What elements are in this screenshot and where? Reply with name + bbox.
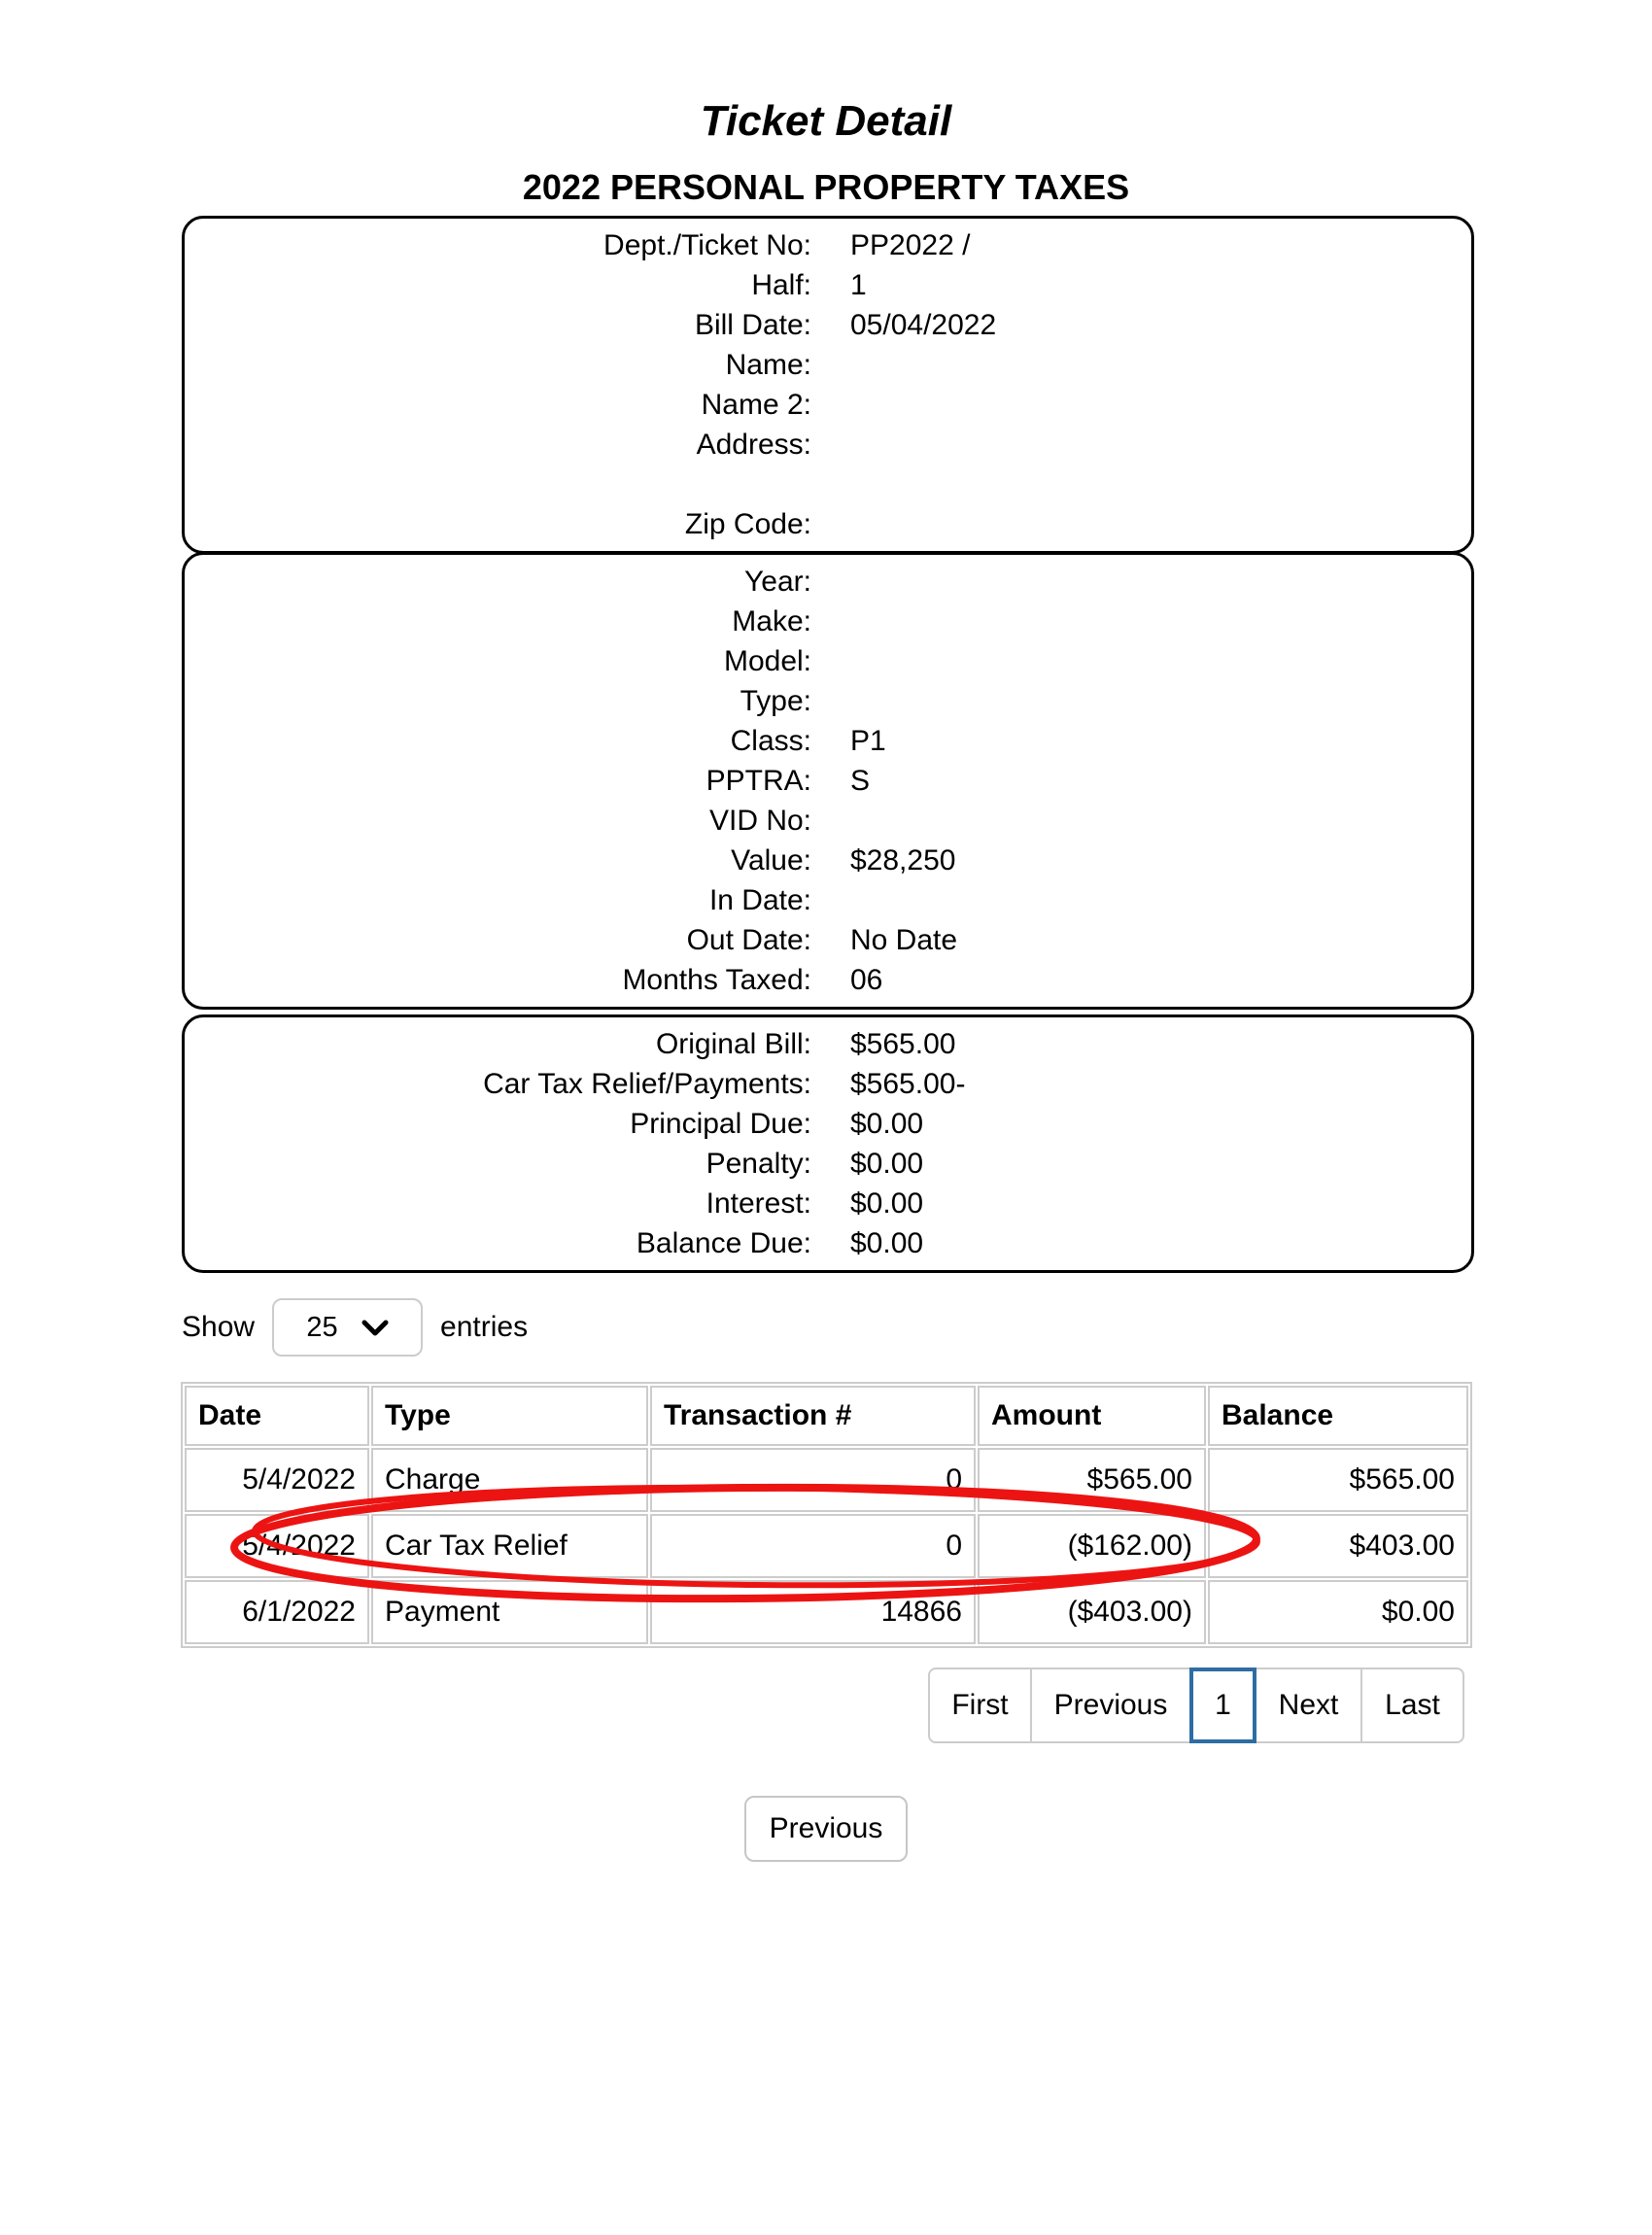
field-label: Name:	[725, 349, 811, 381]
field-row-name2	[185, 385, 1471, 425]
field-label: Original Bill:	[655, 1028, 811, 1060]
entries-select[interactable]	[272, 1298, 423, 1357]
field-value: P1	[850, 725, 886, 757]
pagination	[928, 1668, 1472, 1743]
cell-date: 6/1/2022	[185, 1580, 369, 1644]
cell-amount: $565.00	[978, 1448, 1206, 1512]
field-label: Year:	[744, 566, 811, 598]
page-subtitle: 2022 PERSONAL PROPERTY TAXES	[522, 167, 1130, 207]
field-label: VID No:	[708, 805, 811, 837]
field-label: Value:	[731, 844, 811, 877]
field-label: In Date:	[708, 884, 811, 916]
field-row-make	[185, 602, 1471, 641]
field-value: $28,250	[850, 844, 956, 877]
field-label	[185, 464, 811, 504]
cell-date: 5/4/2022	[185, 1514, 369, 1578]
field-value: $565.00	[850, 1028, 956, 1060]
field-row-in-date	[185, 880, 1471, 920]
field-label: Balance Due:	[636, 1227, 811, 1259]
column-header-date: Date	[185, 1386, 369, 1446]
field-label: Address:	[696, 429, 811, 461]
field-row-name	[185, 345, 1471, 385]
field-row-vid-no	[185, 801, 1471, 841]
field-row-interest	[185, 1184, 1471, 1223]
column-header-transaction: Transaction #	[650, 1386, 976, 1446]
field-row-bill-date	[185, 305, 1471, 345]
field-value: $565.00-	[850, 1068, 966, 1100]
vehicle-info-box	[182, 552, 1474, 1010]
field-value: PP2022 /	[850, 229, 971, 261]
table-header-row	[185, 1386, 1468, 1446]
billing-info-box	[182, 1014, 1474, 1273]
cell-balance: $565.00	[1208, 1448, 1468, 1512]
field-label: Make:	[732, 605, 811, 637]
field-row-out-date	[185, 920, 1471, 960]
field-label: Type:	[740, 685, 811, 717]
cell-transaction: 0	[650, 1448, 976, 1512]
field-label: Half:	[751, 269, 811, 301]
field-row-principal-due	[185, 1104, 1471, 1144]
column-header-amount: Amount	[978, 1386, 1206, 1446]
field-row-type	[185, 681, 1471, 721]
previous-page-button[interactable]: Previous	[744, 1796, 908, 1862]
transactions-table	[181, 1382, 1472, 1648]
field-label: Car Tax Relief/Payments:	[483, 1068, 811, 1100]
column-header-type: Type	[371, 1386, 648, 1446]
table-row-car-tax-relief	[185, 1514, 1468, 1578]
field-row-year	[185, 562, 1471, 602]
field-label: Penalty:	[706, 1148, 811, 1180]
cell-balance: $403.00	[1208, 1514, 1468, 1578]
field-value: 1	[850, 269, 867, 301]
field-label: Principal Due:	[630, 1108, 811, 1140]
field-label: Months Taxed:	[622, 964, 811, 996]
pagination-next-button[interactable]: Next	[1255, 1668, 1362, 1743]
field-value: 05/04/2022	[850, 309, 997, 341]
footer-nav	[0, 1796, 1652, 1862]
field-value: S	[850, 765, 871, 797]
field-label: Dept./Ticket No:	[603, 229, 811, 261]
field-value: $0.00	[850, 1148, 924, 1180]
cell-date: 5/4/2022	[185, 1448, 369, 1512]
cell-amount: ($403.00)	[978, 1580, 1206, 1644]
field-label: Bill Date:	[694, 309, 811, 341]
transactions-table-wrap	[181, 1382, 1472, 1648]
entries-select-value: 25	[306, 1311, 338, 1343]
field-label: Name 2:	[701, 389, 811, 421]
show-label: Show	[182, 1311, 256, 1343]
ticket-detail-page	[0, 97, 1652, 2235]
pagination-page-1-button[interactable]: 1	[1189, 1668, 1256, 1743]
field-value: $0.00	[850, 1108, 924, 1140]
field-row-months-taxed	[185, 960, 1471, 1000]
cell-amount: ($162.00)	[978, 1514, 1206, 1578]
field-label: PPTRA:	[706, 765, 811, 797]
field-row-class	[185, 721, 1471, 761]
field-label: Zip Code:	[684, 508, 811, 540]
field-row-penalty	[185, 1144, 1471, 1184]
cell-transaction: 14866	[650, 1580, 976, 1644]
field-row-model	[185, 641, 1471, 681]
ticket-info-box	[182, 216, 1474, 554]
field-row-blank	[185, 464, 1471, 504]
field-label: Out Date:	[686, 924, 811, 956]
field-row-half	[185, 265, 1471, 305]
field-row-address	[185, 425, 1471, 464]
cell-transaction: 0	[650, 1514, 976, 1578]
entries-control	[182, 1298, 1652, 1357]
page-title: Ticket Detail	[700, 97, 952, 145]
cell-type: Charge	[371, 1448, 648, 1512]
field-label: Interest:	[706, 1187, 811, 1220]
entries-label: entries	[440, 1311, 529, 1343]
pagination-previous-button[interactable]: Previous	[1030, 1668, 1191, 1743]
pagination-last-button[interactable]: Last	[1360, 1668, 1464, 1743]
field-row-value	[185, 841, 1471, 880]
table-row-charge	[185, 1448, 1468, 1512]
field-label: Model:	[723, 645, 811, 677]
cell-type: Payment	[371, 1580, 648, 1644]
field-row-dept-ticket-no	[185, 225, 1471, 265]
cell-type: Car Tax Relief	[371, 1514, 648, 1578]
field-label: Class:	[730, 725, 811, 757]
table-row-payment	[185, 1580, 1468, 1644]
cell-balance: $0.00	[1208, 1580, 1468, 1644]
field-row-car-tax-relief-payments	[185, 1064, 1471, 1104]
pagination-first-button[interactable]: First	[928, 1668, 1032, 1743]
column-header-balance: Balance	[1208, 1386, 1468, 1446]
field-row-balance-due	[185, 1223, 1471, 1263]
field-value: 06	[850, 964, 883, 996]
field-value: No Date	[850, 924, 958, 956]
chevron-down-icon	[361, 1320, 389, 1336]
field-value: $0.00	[850, 1187, 924, 1220]
field-row-zip-code	[185, 504, 1471, 544]
field-row-pptra	[185, 761, 1471, 801]
field-row-original-bill	[185, 1024, 1471, 1064]
field-value: $0.00	[850, 1227, 924, 1259]
